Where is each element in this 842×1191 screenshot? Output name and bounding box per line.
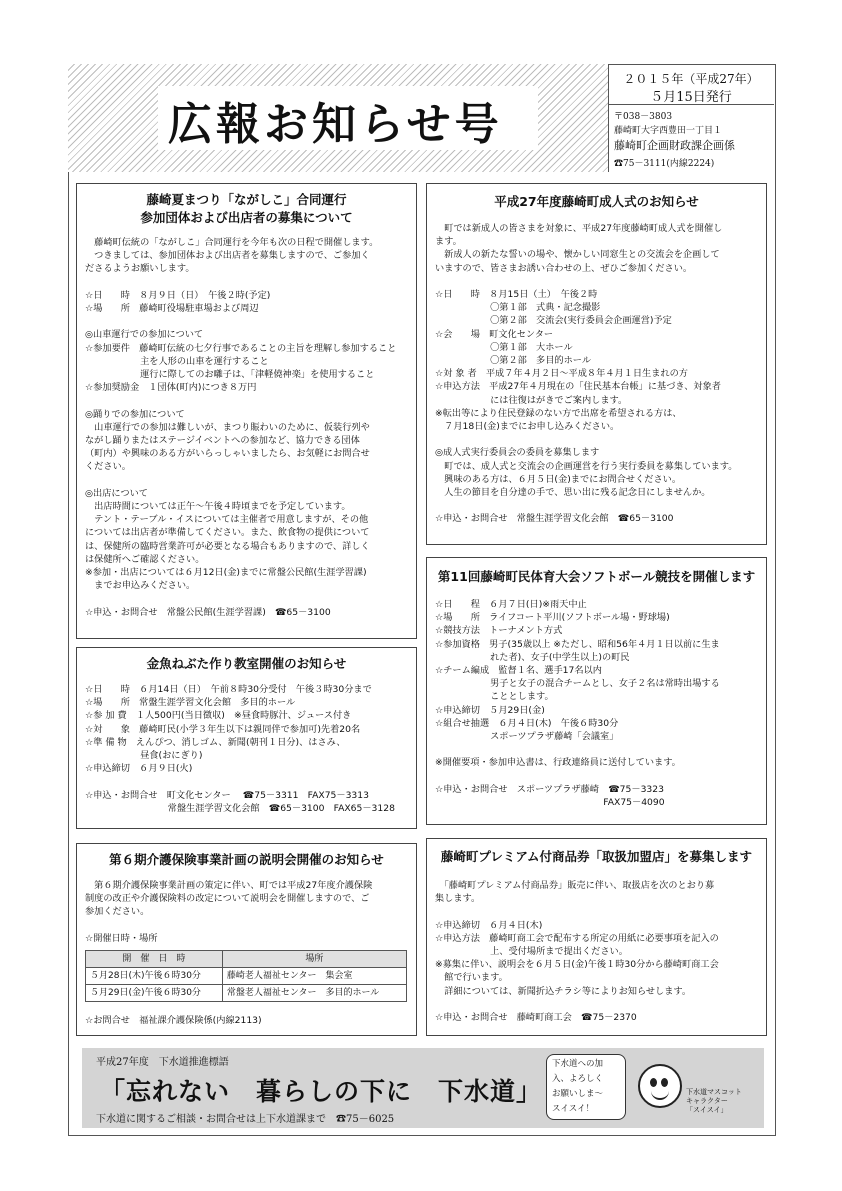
body-line: 興味のある方は、６月５日(金)までにお問合せください。 — [435, 473, 682, 485]
postal-code: 〒038－3803 — [614, 112, 673, 122]
body-line: ☆申込締切 ５月29日(金) — [435, 704, 545, 716]
body-line: ださるようお願いします。 — [85, 263, 195, 275]
banner-contact: 下水道に関するご相談・お問合せは上下水道課まで ☎75－6025 — [96, 1114, 395, 1125]
sewer-banner — [82, 1048, 764, 1128]
body-line: いますので、皆さまお誘い合わせの上、ぜひご参加ください。 — [435, 262, 693, 274]
body-line: ☆対 象 藤崎町民(小学３年生以下は親同伴で参加可)先着20名 — [85, 723, 361, 735]
body-line — [85, 919, 411, 932]
body-line: ７月18日(金)までにお申し込みください。 — [435, 421, 620, 433]
body-line — [85, 775, 411, 788]
body-line: ※開催要項・参加申込書は、行政連絡員に送付しています。 — [435, 757, 681, 769]
body-line: こととします。 — [435, 691, 554, 703]
notice-body — [85, 879, 411, 945]
body-line: ☆準 備 物 えんぴつ、消しゴム、新聞(朝刊１日分)、はさみ、 — [85, 736, 346, 748]
body-line: ☆チーム編成 監督１名、選手17名以内 — [435, 665, 602, 677]
table-cell: 常盤老人福祉センター 多目的ホール — [222, 985, 406, 1002]
body-line — [435, 499, 761, 512]
body-line — [435, 905, 761, 918]
body-line: 町では、成人式と交流会の企画運営を行う実行委員を募集しています。 — [435, 460, 738, 472]
body-line: ※参加・出店については６月12日(金)までに常盤公民館(生涯学習課) — [85, 567, 367, 579]
body-line: ◎成人式実行委員会の委員を募集します — [435, 447, 600, 459]
notice-softball — [426, 557, 767, 825]
notice-body — [435, 879, 761, 1024]
notice-body — [435, 598, 761, 809]
notice-body — [85, 236, 411, 619]
body-line: ☆申込・お問合せ 町文化センター ☎75－3311 FAX75－3313 — [85, 789, 369, 801]
body-line: までお申込みください。 — [85, 580, 196, 592]
department: 藤崎町企画財政課企画係 — [614, 139, 735, 152]
body-line: （町内）や興味のある方がいらっしゃいましたら、お気軽にお問合せ — [85, 448, 370, 460]
body-line: ◎出店について — [85, 487, 148, 499]
body-line: れた者)、女子(中学生以上)の町民 — [435, 651, 630, 663]
mascot-caption: 下水道マスコット キャラクター 「スイスイ」 — [686, 1088, 742, 1114]
bubble-line: 入、よろしく — [552, 1074, 604, 1084]
body-line: ◎山車運行での参加について — [85, 329, 204, 341]
body-line — [435, 770, 761, 783]
body-line: ☆申込締切 ６月４日(木) — [435, 919, 543, 931]
body-line: スポーツプラザ藤崎「会議室」 — [435, 731, 619, 743]
body-line: ☆申込・お問合せ スポーツプラザ藤崎 ☎75－3323 — [435, 783, 664, 795]
body-line: ☆日 程 ６月７日(日)※雨天中止 — [435, 599, 587, 610]
body-line: ☆参 加 費 １人500円(当日徴収) ※昼食時豚汁、ジュース付き — [85, 710, 352, 722]
body-line: ☆参加資格 男子(35歳以上 ※ただし、昭和56年４月１日以前に生ま — [435, 638, 720, 650]
body-line: 山車運行での参加は難しいが、まつり賑わいのために、仮装行列や — [85, 421, 370, 433]
notice-title: 第11回藤崎町民体育大会ソフトボール競技を開催します — [437, 569, 756, 584]
notice-premium-ticket — [426, 838, 767, 1036]
body-line: ☆対 象 者 平成７年４月２日～平成８年４月１日生まれの方 — [435, 368, 688, 380]
page-title: 広報お知らせ号 — [168, 99, 503, 150]
body-line — [85, 592, 411, 605]
notice-seijinshiki — [426, 183, 767, 545]
table-header: 場所 — [222, 951, 406, 968]
notice-title: 藤崎夏まつり「ながしこ」合同運行 — [146, 192, 347, 207]
body-line: 詳細については、新聞折込チラシ等によりお知らせします。 — [435, 985, 692, 997]
body-line: ☆申込・お問合せ 常盤生涯学習文化会館 ☎65－3100 — [435, 513, 674, 525]
body-line: 参加ください。 — [85, 906, 150, 918]
phone: ☎75－3111(内線2224) — [614, 159, 715, 169]
body-line: ☆参加奨励金 １団体(町内)につき８万円 — [85, 382, 257, 394]
body-line: 〇第２部 交流会(実行委員会企画運営)予定 — [435, 315, 672, 327]
body-line: 〇第１部 式典・記念撮影 — [435, 302, 601, 314]
table-cell: ５月29日(金)午後６時30分 — [86, 985, 223, 1002]
bubble-line: お願いしま～ — [552, 1089, 604, 1099]
body-line: ながし踊りまたはステージイベントへの参加など、協力できる団体 — [85, 435, 360, 446]
notice-nagashiko — [76, 183, 417, 639]
body-line: ☆申込・お問合せ 常盤公民館(生涯学習課) ☎65－3100 — [85, 606, 331, 618]
body-line: 昼食(おにぎり) — [85, 750, 203, 762]
body-line: ☆申込・お問合せ 藤崎町商工会 ☎75－2370 — [435, 1012, 637, 1023]
table-cell: 藤崎老人福祉センター 集会室 — [222, 968, 406, 985]
table-row — [86, 985, 407, 1002]
body-line: 「藤崎町プレミアム付商品券」販売に伴い、取扱店を次のとおり募 — [435, 880, 715, 891]
body-line: 第６期介護保険事業計画の策定に伴い、町では平成27年度介護保険 — [85, 880, 373, 891]
body-line: 〇第１部 大ホール — [435, 341, 573, 353]
body-line — [85, 315, 411, 328]
body-line — [435, 743, 761, 756]
body-line: 常盤生涯学習文化会館 ☎65－3100 FAX65－3128 — [85, 802, 395, 814]
body-line — [85, 474, 411, 487]
bubble-line: 下水道への加 — [552, 1059, 604, 1069]
body-line: 出店時間については正午～午後４時頃までを予定しています。 — [85, 501, 351, 512]
body-line: テント・テーブル・イスについては主催者で用意しますが、その他 — [85, 514, 369, 526]
body-line: ます。 — [435, 236, 462, 248]
body-line: ☆申込方法 平成27年４月現在の「住民基本台帳」に基づき、対象者 — [435, 381, 721, 393]
notice-title: 平成27年度藤崎町成人式のお知らせ — [494, 194, 699, 209]
notice-title: 参加団体および出店者の募集について — [140, 210, 353, 225]
body-line: ☆組合せ抽選 ６月４日(木) 午後６時30分 — [435, 717, 619, 729]
notice-body — [435, 222, 761, 526]
body-line: は、保健所の臨時営業許可が必要となる場合もありますので、詳しく — [85, 540, 370, 552]
speech-bubble — [546, 1054, 626, 1120]
mascot-icon — [638, 1064, 682, 1108]
body-line: ☆日 時 ６月14日（日） 午前８時30分受付 午後３時30分まで — [85, 684, 372, 695]
body-line: ☆場 所 ライフコート平川(ソフトボール場・野球場) — [435, 612, 670, 624]
table-cell: ５月28日(木)午後６時30分 — [86, 968, 223, 985]
notice-body — [85, 683, 411, 815]
body-line: つきましては、参加団体および出店者を募集しますので、ご参加く — [85, 250, 370, 262]
body-line: ☆日 時 ８月15日（土） 午後２時 — [435, 289, 598, 300]
body-line — [435, 433, 761, 446]
body-line: 館で行います。 — [435, 972, 508, 984]
banner-label: 平成27年度 下水道推進標語 — [96, 1057, 229, 1068]
body-line — [85, 276, 411, 289]
body-line: ◎踊りでの参加について — [85, 408, 185, 420]
body-line: 制度の改正や介護保険料の改定について説明会を開催しますので、ご — [85, 893, 370, 905]
body-line: ☆申込方法 藤崎町商工会で配布する所定の用紙に必要事項を記入の — [435, 932, 719, 944]
contact-line: ☆お問合せ 福祉課介護保険係(内線2113) — [85, 1015, 262, 1026]
body-line: ください。 — [85, 461, 131, 473]
notice-title: 藤崎町プレミアム付商品券「取扱加盟店」を募集します — [440, 849, 753, 864]
body-line: ☆申込締切 ６月９日(火) — [85, 763, 193, 775]
issue-date: ５月15日発行 — [650, 90, 732, 105]
body-line: 藤崎町伝統の「ながしこ」合同運行を今年も次の日程で開催します。 — [85, 237, 379, 248]
body-line: ☆競技方法 トーナメント方式 — [435, 625, 563, 637]
body-line: 人生の節目を自分達の手で、思い出に残る記念日にしませんか。 — [435, 487, 711, 499]
body-line: は保健所へご確認ください。 — [85, 553, 205, 565]
banner-slogan: 「忘れない 暮らしの下に 下水道」 — [100, 1077, 543, 1106]
body-line: FAX75－4090 — [435, 797, 665, 809]
table-row — [86, 968, 407, 985]
body-line: ☆参加要件 藤崎町伝統の七夕行事であることの主旨を理解し参加すること — [85, 342, 397, 354]
bubble-line: スイスイ！ — [552, 1104, 595, 1114]
body-line: ☆日 時 ８月９日（日） 午後２時(予定) — [85, 289, 271, 301]
schedule-table — [85, 950, 407, 1002]
notice-kingyo-nebuta — [76, 647, 417, 829]
body-line: 集します。 — [435, 893, 481, 905]
body-line: には往復はがきでご案内します。 — [435, 394, 628, 406]
body-line — [435, 275, 761, 288]
body-line: ☆会 場 町文化センター — [435, 328, 554, 340]
body-line: ☆場 所 常盤生涯学習文化会館 多目的ホール — [85, 697, 296, 709]
notice-kaigo-hoken — [76, 843, 417, 1036]
body-line: 新成人の新たな誓いの場や、懐かしい同窓生との交流会を企画して — [435, 249, 720, 261]
body-line: ※転出等により住民登録のない方で出席を希望される方は、 — [435, 407, 682, 419]
table-header: 開 催 日 時 — [86, 951, 223, 968]
notice-title: 第６期介護保険事業計画の説明会開催のお知らせ — [109, 852, 384, 867]
body-line: 〇第２部 多目的ホール — [435, 355, 592, 367]
issue-info — [608, 64, 774, 172]
body-line: 運行に際してのお囃子は、「津軽僥神楽」を使用すること — [85, 369, 375, 380]
address: 藤崎町大字西豊田一丁目１ — [614, 126, 723, 136]
masthead — [68, 64, 774, 172]
notice-title: 金魚ねぶた作り教室開催のお知らせ — [146, 656, 347, 671]
body-line: 町では新成人の皆さまを対象に、平成27年度藤崎町成人式を開催し — [435, 223, 723, 234]
body-line: については出店者が準備してください。また、飲食物の提供について — [85, 527, 370, 539]
body-line: ※募集に伴い、説明会を６月５日(金)午後１時30分から藤崎町商工会 — [435, 959, 719, 971]
body-line: ☆開催日時・場所 — [85, 932, 158, 944]
body-line: 上、受付場所まで提出ください。 — [435, 946, 628, 957]
issue-year: ２０１５年（平成27年） — [623, 72, 759, 86]
body-line — [435, 998, 761, 1011]
body-line: ☆場 所 藤崎町役場駐車場および周辺 — [85, 303, 259, 314]
body-line: 男子と女子の混合チームとし、女子２名は常時出場する — [435, 678, 720, 690]
body-line: 主を人形の山車を運行すること — [85, 355, 269, 367]
body-line — [85, 394, 411, 407]
